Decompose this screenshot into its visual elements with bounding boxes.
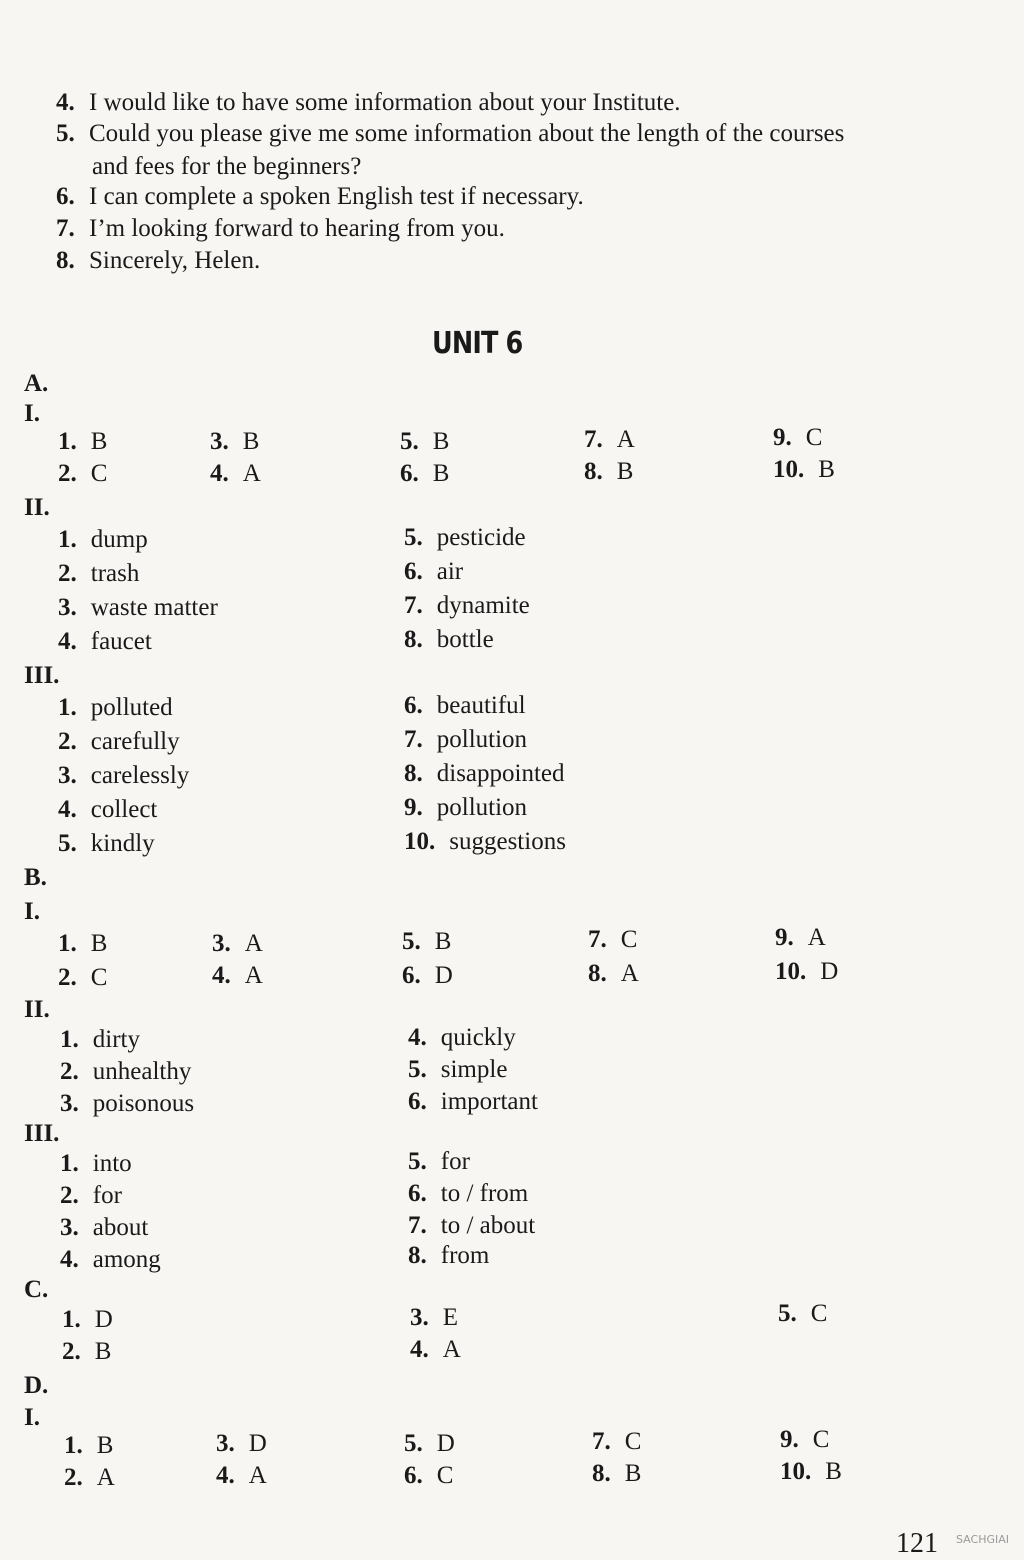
section-b-ii-label: II. — [24, 996, 50, 1023]
answer-item: 10. B — [773, 456, 835, 483]
answer-item: 3. E — [410, 1304, 459, 1331]
section-a-label: A. — [24, 370, 49, 397]
answer-item: 9. C — [780, 1426, 830, 1453]
section-b-i-label: I. — [24, 898, 40, 925]
item-text: I would like to have some information about your Institute. — [89, 89, 681, 116]
answer-item: 8. B — [584, 458, 634, 485]
answer-item: 4. faucet — [58, 628, 152, 655]
answer-item: 3. A — [212, 930, 263, 957]
item-number: 8. — [56, 247, 75, 274]
answer-item: 7. dynamite — [404, 592, 530, 619]
answer-item: 8. bottle — [404, 626, 494, 653]
answer-item: 1. D — [62, 1306, 113, 1333]
answer-item: 5. B — [402, 928, 452, 955]
answer-item: 10. suggestions — [404, 828, 566, 855]
answer-item: 7. to / about — [408, 1212, 536, 1239]
answer-item: 3. poisonous — [60, 1090, 195, 1117]
answer-item: 3. D — [216, 1430, 267, 1457]
answer-item: 7. A — [584, 426, 635, 453]
answer-item: 5. C — [778, 1300, 828, 1327]
answer-item: 8. disappointed — [404, 760, 565, 787]
answer-item: 2. carefully — [58, 728, 180, 755]
answer-item: 8. B — [592, 1460, 642, 1487]
answer-item: 4. A — [216, 1462, 267, 1489]
answer-item: 6. to / from — [408, 1180, 529, 1207]
section-a-i-label: I. — [24, 400, 40, 427]
section-b-iii-label: III. — [24, 1120, 60, 1147]
intro-line-7 — [56, 214, 505, 244]
answer-item: 4. collect — [58, 796, 158, 823]
intro-line-8 — [56, 246, 260, 276]
answer-item: 3. waste matter — [58, 594, 218, 621]
answer-item: 10. D — [775, 958, 839, 985]
answer-item: 1. into — [60, 1150, 132, 1177]
watermark-text: SACHGIAI — [956, 1533, 1010, 1546]
answer-item: 9. pollution — [404, 794, 528, 821]
answer-item: 7. pollution — [404, 726, 528, 753]
unit-title: UNIT 6 — [432, 326, 523, 361]
item-text: and fees for the beginners? — [92, 153, 362, 180]
answer-item: 2. B — [62, 1338, 112, 1365]
answer-item: 1. polluted — [58, 694, 173, 721]
item-text: I can complete a spoken English test if necessary. — [89, 183, 584, 210]
intro-line-4 — [56, 88, 681, 118]
section-d-i-label: I. — [24, 1404, 40, 1431]
answer-item: 6. D — [402, 962, 453, 989]
item-number: 6. — [56, 183, 75, 210]
answer-item: 5. pesticide — [404, 524, 526, 551]
answer-item: 2. C — [58, 964, 108, 991]
answer-item: 3. about — [60, 1214, 149, 1241]
answer-item: 7. C — [588, 926, 638, 953]
intro-line-5-cont — [92, 152, 361, 182]
item-number: 4. — [56, 89, 75, 116]
answer-item: 1. B — [58, 930, 108, 957]
intro-line-6 — [56, 182, 584, 212]
answer-item: 1. B — [64, 1432, 114, 1459]
answer-item: 8. from — [408, 1242, 490, 1269]
answer-item: 4. A — [210, 460, 261, 487]
answer-item: 2. trash — [58, 560, 140, 587]
item-text: Could you please give me some information about the length of the courses — [89, 120, 845, 147]
answer-item: 9. A — [775, 924, 826, 951]
item-text: Sincerely, Helen. — [89, 247, 261, 274]
item-number: 7. — [56, 215, 75, 242]
answer-item: 6. C — [404, 1462, 454, 1489]
section-a-iii-label: III. — [24, 662, 60, 689]
page-number: 121 — [896, 1528, 938, 1559]
answer-item: 5. D — [404, 1430, 455, 1457]
answer-item: 4. among — [60, 1246, 161, 1273]
answer-item: 3. B — [210, 428, 260, 455]
answer-item: 2. unhealthy — [60, 1058, 192, 1085]
section-c-label: C. — [24, 1276, 49, 1303]
answer-item: 4. quickly — [408, 1024, 516, 1051]
answer-item: 10. B — [780, 1458, 842, 1485]
answer-item: 2. C — [58, 460, 108, 487]
answer-item: 3. carelessly — [58, 762, 190, 789]
answer-item: 4. A — [410, 1336, 461, 1363]
answer-item: 6. important — [408, 1088, 538, 1115]
answer-item: 2. for — [60, 1182, 122, 1209]
answer-item: 5. simple — [408, 1056, 508, 1083]
answer-item: 6. air — [404, 558, 464, 585]
answer-item: 7. C — [592, 1428, 642, 1455]
intro-line-5 — [56, 119, 844, 149]
answer-item: 6. B — [400, 460, 450, 487]
answer-item: 5. B — [400, 428, 450, 455]
answer-item: 4. A — [212, 962, 263, 989]
item-text: I’m looking forward to hearing from you. — [89, 215, 505, 242]
section-a-ii-label: II. — [24, 494, 50, 521]
item-number: 5. — [56, 120, 75, 147]
answer-item: 6. beautiful — [404, 692, 526, 719]
answer-item: 5. for — [408, 1148, 470, 1175]
answer-item: 1. B — [58, 428, 108, 455]
answer-item: 2. A — [64, 1464, 115, 1491]
answer-item: 5. kindly — [58, 830, 155, 857]
section-d-label: D. — [24, 1372, 49, 1399]
section-b-label: B. — [24, 864, 47, 891]
answer-item: 1. dump — [58, 526, 148, 553]
answer-item: 8. A — [588, 960, 639, 987]
answer-item: 1. dirty — [60, 1026, 140, 1053]
answer-item: 9. C — [773, 424, 823, 451]
